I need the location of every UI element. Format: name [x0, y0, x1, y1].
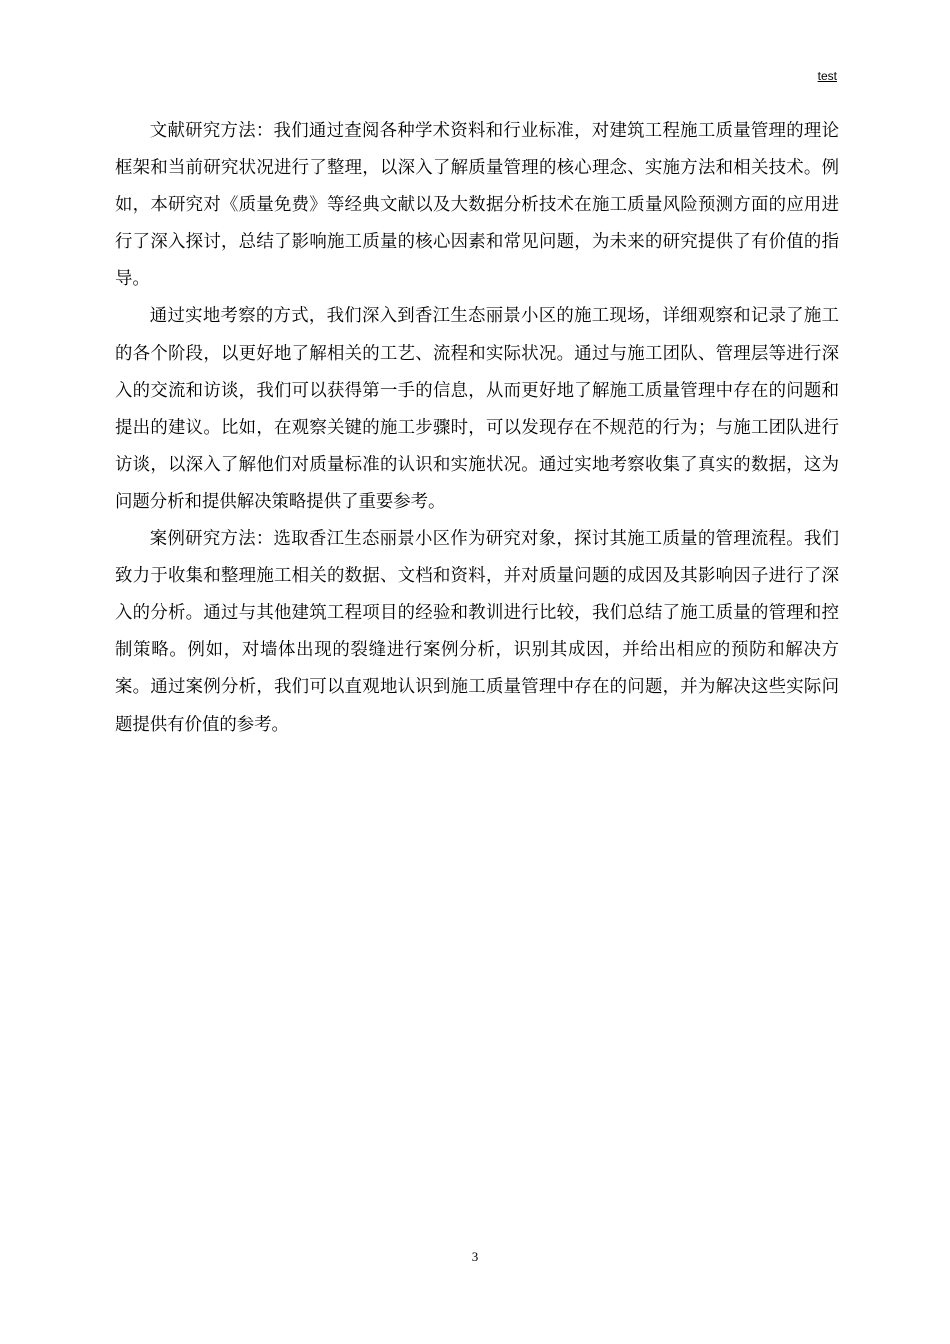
- document-body: [115, 113, 839, 744]
- page-header: test: [817, 69, 837, 83]
- page-number: 3: [471, 1249, 479, 1264]
- paragraph-field-investigation: 通过实地考察的方式，我们深入到香江生态丽景小区的施工现场，详细观察和记录了施工的各个阶段，以更好地了解相关的工艺、流程和实际状况。通过与施工团队、管理层等进行深入的交流和访谈，我们可以获得第一手的信息，从而更好地了解施工质量管理中存在的问题和提出的建议。比如，在观察关键的施工步骤时，可以发现存在不规范的行为；与施工团队进行访谈，以深入了解他们对质量标准的认识和实施状况。通过实地考察收集了真实的数据，这为问题分析和提供解决策略提供了重要参考。: [115, 306, 839, 512]
- paragraph-literature-method: 文献研究方法：我们通过查阅各种学术资料和行业标准，对建筑工程施工质量管理的理论框架和当前研究状况进行了整理，以深入了解质量管理的核心理念、实施方法和相关技术。例如，本研究对《质量免费》等经典文献以及大数据分析技术在施工质量风险预测方面的应用进行了深入探讨，总结了影响施工质量的核心因素和常见问题，为未来的研究提供了有价值的指导。: [115, 121, 839, 290]
- paragraph-case-study-method: 案例研究方法：选取香江生态丽景小区作为研究对象，探讨其施工质量的管理流程。我们致力于收集和整理施工相关的数据、文档和资料，并对质量问题的成因及其影响因子进行了深入的分析。通过与其他建筑工程项目的经验和教训进行比较，我们总结了施工质量的管理和控制策略。例如，对墙体出现的裂缝进行案例分析，识别其成因，并给出相应的预防和解决方案。通过案例分析，我们可以直观地认识到施工质量管理中存在的问题，并为解决这些实际问题提供有价值的参考。: [115, 529, 839, 735]
